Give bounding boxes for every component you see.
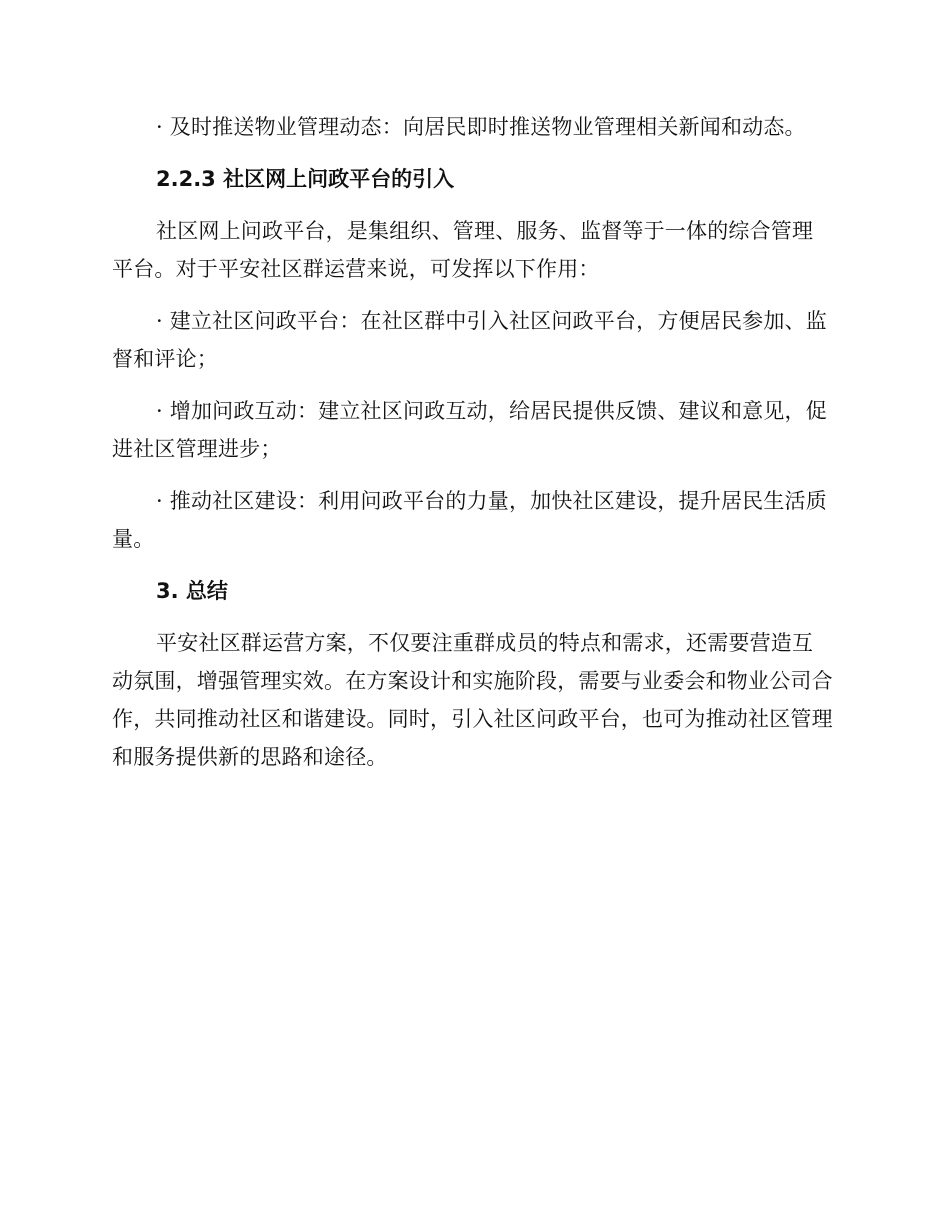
section-heading-2-2-3: 2.2.3 社区网上问政平台的引入 — [156, 167, 455, 191]
paragraph-summary: 平安社区群运营方案，不仅要注重群成员的特点和需求，还需要营造互动氛围，增强管理实效。在方案设计和实施阶段，需要与业委会和物业公司合作，共同推动社区和谐建设。同时，引入社区问政平台，也可为推动社区管理和服务提供新的思路和途径。 — [112, 631, 833, 769]
paragraph-platform-intro: 社区网上问政平台，是集组织、管理、服务、监督等于一体的综合管理平台。对于平安社区群运营来说，可发挥以下作用： — [112, 219, 814, 281]
bullet-push-news: · 及时推送物业管理动态：向居民即时推送物业管理相关新闻和动态。 — [156, 115, 806, 139]
bullet-increase-interaction: · 增加问政互动：建立社区问政互动，给居民提供反馈、建议和意见，促进社区管理进步； — [112, 399, 827, 461]
document-body — [112, 108, 834, 790]
section-heading-3-summary: 3. 总结 — [156, 579, 228, 603]
bullet-build-platform: · 建立社区问政平台：在社区群中引入社区问政平台，方便居民参加、监督和评论； — [112, 309, 827, 371]
bullet-promote-construction: · 推动社区建设：利用问政平台的力量，加快社区建设，提升居民生活质量。 — [112, 489, 827, 551]
